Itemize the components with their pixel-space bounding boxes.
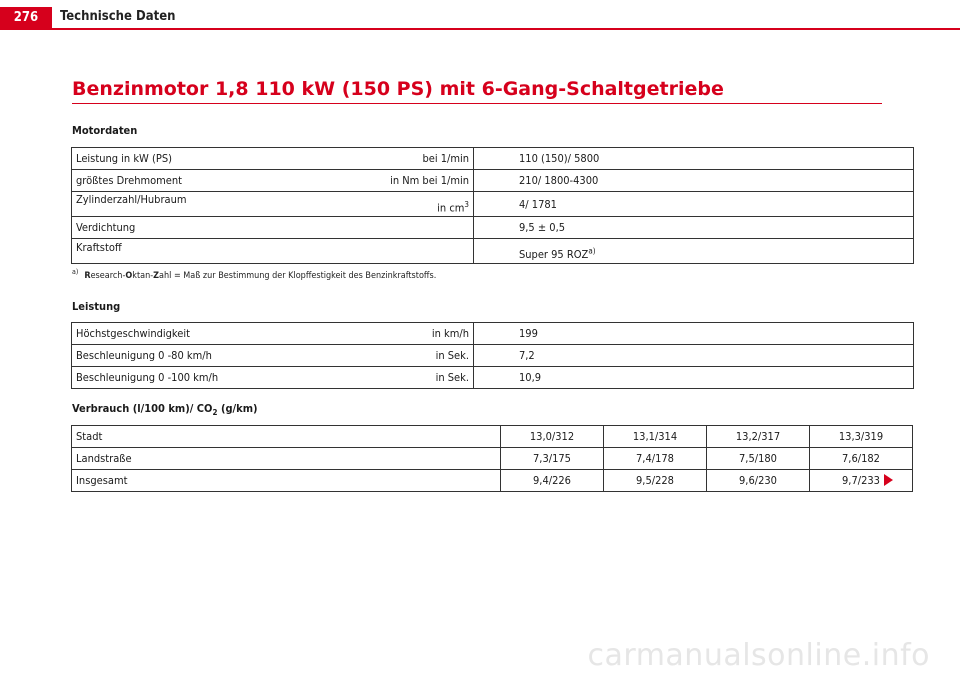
header-rule <box>0 28 960 30</box>
page-title: Benzinmotor 1,8 110 kW (150 PS) mit 6-Gang-Schaltgetriebe <box>72 78 724 100</box>
row-label: Leistung in kW (PS) <box>76 152 172 165</box>
next-page-arrow-icon[interactable] <box>884 474 893 486</box>
row-value: 4/ 1781 <box>474 192 914 217</box>
row-value: 7,2 <box>474 345 914 367</box>
row-value: 13,0/312 <box>501 426 604 448</box>
table-row <box>72 148 914 170</box>
row-label: Landstraße <box>72 448 501 470</box>
row-value: 110 (150)/ 5800 <box>474 148 914 170</box>
header-title: Technische Daten <box>60 9 176 24</box>
row-unit: in Nm bei 1/min <box>390 174 469 187</box>
row-value: 7,6/182 <box>810 448 913 470</box>
table-row <box>72 367 914 389</box>
row-value: 9,5 ± 0,5 <box>474 217 914 239</box>
motordaten-table <box>71 147 914 264</box>
row-value: Super 95 ROZ <box>519 248 589 262</box>
watermark: carmanualsonline.info <box>587 638 930 673</box>
page-number: 276 <box>0 7 52 28</box>
unit-superscript: 3 <box>464 199 469 209</box>
row-unit: in km/h <box>431 327 469 340</box>
section-motordaten-heading: Motordaten <box>72 124 138 137</box>
row-label: größtes Drehmoment <box>76 174 183 187</box>
row-value: 7,5/180 <box>707 448 810 470</box>
row-value: 10,9 <box>474 367 914 389</box>
row-value: 13,2/317 <box>707 426 810 448</box>
row-unit: bei 1/min <box>422 152 469 165</box>
row-unit: in Sek. <box>435 371 469 384</box>
section-verbrauch-heading: Verbrauch (l/100 km)/ $CO_2$ (g/km) <box>72 402 258 418</box>
row-label: Insgesamt <box>72 470 501 492</box>
row-unit: in cm <box>437 201 465 215</box>
table-row <box>72 345 914 367</box>
title-rule <box>72 103 882 104</box>
table-row <box>72 239 914 264</box>
row-value: 13,1/314 <box>604 426 707 448</box>
section-leistung-heading: Leistung <box>72 300 121 313</box>
row-label: Beschleunigung 0 -100 km/h <box>76 371 219 384</box>
row-value: 210/ 1800-4300 <box>474 170 914 192</box>
row-label: Verdichtung <box>76 221 136 234</box>
row-value: 9,5/228 <box>604 470 707 492</box>
row-value: 7,4/178 <box>604 448 707 470</box>
row-value: 9,7/233 <box>810 470 913 492</box>
row-label: Kraftstoff <box>76 240 122 254</box>
table-row <box>72 217 914 239</box>
table-row <box>72 192 914 217</box>
table-row <box>72 170 914 192</box>
table-row <box>72 448 913 470</box>
row-label: Zylinderzahl/Hubraum <box>76 192 187 206</box>
table-row <box>72 470 913 492</box>
row-unit: in Sek. <box>435 349 469 362</box>
row-label: Höchstgeschwindigkeit <box>76 327 190 340</box>
row-label: Stadt <box>72 426 501 448</box>
row-value: 13,3/319 <box>810 426 913 448</box>
footnote: $^{a)}$ Research-Oktan-Zahl = Maß zur Bestimmung der Klopffestigkeit des Benzinkraftstoffs. <box>72 268 437 281</box>
row-value: 9,4/226 <box>501 470 604 492</box>
verbrauch-table <box>71 425 913 492</box>
row-value: 7,3/175 <box>501 448 604 470</box>
page-header <box>0 0 960 30</box>
leistung-table <box>71 322 914 389</box>
table-row <box>72 426 913 448</box>
row-label: Beschleunigung 0 -80 km/h <box>76 349 212 362</box>
footnote-ref: a) <box>588 246 596 256</box>
row-value: 9,6/230 <box>707 470 810 492</box>
footnote-mark: a) <box>72 268 79 276</box>
table-row <box>72 323 914 345</box>
row-value: 199 <box>474 323 914 345</box>
